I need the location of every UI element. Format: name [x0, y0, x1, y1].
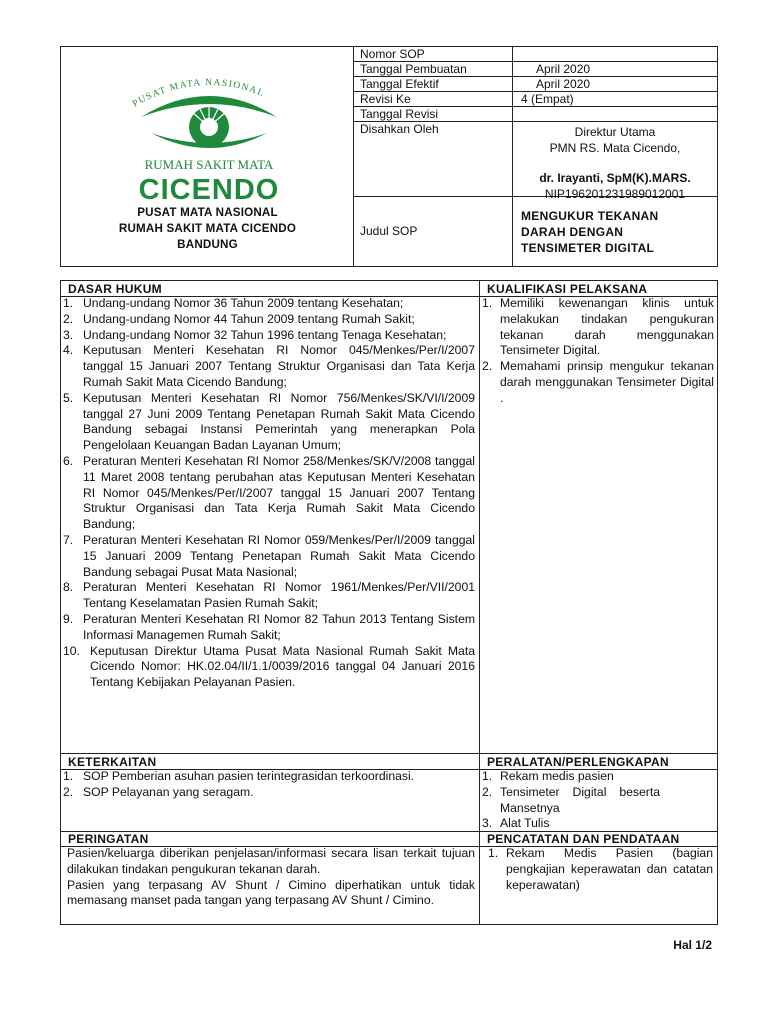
list-item: 2. Memahami prinsip mengukur tekanan darah menggunakan Tensimeter Digital . — [482, 359, 714, 405]
logo-cell — [61, 47, 354, 266]
list-item: 7. Peraturan Menteri Kesehatan RI Nomor 059/Menkes/Per/I/2009 tanggal 15 Januari 2009 Tentang Penetapan Rumah Sakit Mata Cicendo Bandung sebagai Pusat Mata Nasional; — [63, 532, 475, 579]
meta-value — [513, 107, 717, 121]
sop-title-line: DARAH DENGAN — [521, 225, 624, 239]
list-item: 5. Keputusan Menteri Kesehatan RI Nomor 756/Menkes/SK/VI/I/2009 tanggal 27 Juni 2009 Tentang Penetapan Rumah Sakit Mata Cicendo Bandung sebagai Instansi Pemerintah yang menerapkan Pola Pengelolaan Keuangan Badan Layanan Umum; — [63, 390, 475, 453]
sop-title-line: MENGUKUR TEKANAN — [521, 209, 659, 223]
approver-position: Direktur Utama — [574, 125, 656, 139]
organization-name — [61, 205, 354, 253]
meta-value: 4 (Empat) — [521, 92, 574, 106]
meta-label: Tanggal Efektif — [354, 77, 513, 91]
org-line: BANDUNG — [177, 238, 238, 251]
list-item: 9. Peraturan Menteri Kesehatan RI Nomor 82 Tahun 2013 Tentang Sistem Informasi Managemen Rumah Sakit; — [63, 611, 475, 642]
list-item: 6. Peraturan Menteri Kesehatan RI Nomor 258/Menkes/SK/V/2008 tanggal 11 Maret 2008 tentang perubahan atas Keputusan Menteri Kesehatan RI Nomor 045/Menkes/Per/I/2007 tanggal 15 Januari 2007 Tentang Struktur Organisasi dan Tata Kerja Rumah Sakit Mata Cicendo Bandung; — [63, 453, 475, 532]
list-item: 2. Undang-undang Nomor 44 Tahun 2009 tentang Rumah Sakit; — [63, 311, 415, 326]
list-item: 2. Tensimeter Digital beserta Mansetnya — [482, 784, 660, 815]
list-item: 1. Memiliki kewenangan klinis untuk melakukan tindakan pengukuran tekanan darah menggunakan Tensimeter Digital. — [482, 296, 714, 358]
section-title-pencatatan: PENCATATAN DAN PENDATAAN — [487, 832, 680, 846]
meta-row-tanggal-efektif — [354, 77, 717, 92]
keterkaitan-list — [63, 769, 475, 801]
meta-value — [513, 47, 717, 61]
kualifikasi-list — [482, 296, 714, 407]
meta-row-judul-sop — [354, 197, 717, 266]
section-title-kualifikasi: KUALIFIKASI PELAKSANA — [487, 282, 648, 296]
meta-row-disahkan-oleh — [354, 122, 717, 201]
row-divider — [61, 753, 717, 754]
paragraph: Pasien yang terpasang AV Shunt / Cimino diperhatikan untuk tidak memasang manset pada tangan yang terpasang AV Shunt / Cimino. — [67, 877, 475, 908]
column-divider — [479, 281, 480, 924]
section-title-dasar-hukum: DASAR HUKUM — [68, 282, 162, 296]
list-item: 3. Alat Tulis — [482, 816, 550, 831]
list-item: 10. Keputusan Direktur Utama Pusat Mata Nasional Rumah Sakit Mata Cicendo Nomor: HK.02.04/II/1.1/0039/2016 tanggal 04 Januari 2016 Tentang Kebijakan Pelayanan Pasien. — [63, 643, 475, 690]
approver-nip: NIP196201231989012001 — [544, 187, 686, 201]
meta-value: April 2020 — [536, 62, 591, 76]
peringatan-text — [67, 846, 475, 909]
sop-header-table — [60, 46, 718, 267]
meta-value: April 2020 — [536, 77, 591, 91]
approval-block — [513, 122, 717, 201]
logo-line-rumah-sakit: RUMAH SAKIT MATA — [144, 157, 274, 172]
list-item: 4. Keputusan Menteri Kesehatan RI Nomor 045/Menkes/Per/I/2007 tanggal 15 Januari 2007 Tentang Struktur Organisasi dan Tata Kerja Rumah Sakit Mata Cicendo Bandung; — [63, 343, 475, 389]
logo-line-cicendo: CICENDO — [138, 174, 280, 206]
org-line: PUSAT MATA NASIONAL — [137, 206, 278, 219]
meta-label: Tanggal Revisi — [354, 107, 513, 121]
eye-logo-icon — [121, 67, 291, 207]
list-item: 1. SOP Pemberian asuhan pasien terintegrasidan terkoordinasi. — [63, 769, 415, 783]
meta-label: Judul SOP — [354, 197, 513, 266]
sop-body-table — [60, 280, 718, 925]
meta-row-tanggal-revisi — [354, 107, 717, 122]
meta-label: Disahkan Oleh — [354, 122, 513, 196]
approver-institution: PMN RS. Mata Cicendo, — [549, 141, 681, 155]
meta-row-tanggal-pembuatan — [354, 62, 717, 77]
org-line: RUMAH SAKIT MATA CICENDO — [118, 222, 297, 235]
meta-row-nomor-sop — [354, 47, 717, 62]
pencatatan-list — [488, 846, 713, 893]
meta-label: Nomor SOP — [354, 47, 513, 61]
hospital-logo — [121, 67, 291, 207]
list-item: 2. SOP Pelayanan yang seragam. — [63, 784, 254, 799]
logo-arc-text: PUSAT MATA NASIONAL — [131, 77, 266, 110]
list-item: 1. Undang-undang Nomor 36 Tahun 2009 tentang Kesehatan; — [63, 296, 404, 310]
peralatan-list — [482, 769, 714, 832]
approver-name: dr. Irayanti, SpM(K).MARS. — [539, 171, 691, 185]
paragraph: Pasien/keluarga diberikan penjelasan/informasi secara lisan terkait tujuan dilakukan tindakan pengukuran tekanan darah. — [67, 846, 475, 876]
section-title-peralatan: PERALATAN/PERLENGKAPAN — [487, 755, 669, 769]
meta-label: Tanggal Pembuatan — [354, 62, 513, 76]
meta-label: Revisi Ke — [354, 92, 513, 106]
list-item: 1. Rekam medis pasien — [482, 769, 614, 783]
list-item: 8. Peraturan Menteri Kesehatan RI Nomor 1961/Menkes/Per/VII/2001 Tentang Keselamatan Pasien Rumah Sakit; — [63, 580, 475, 611]
dasar-hukum-list — [63, 296, 475, 691]
sop-title-line: TENSIMETER DIGITAL — [521, 241, 655, 255]
list-item: 3. Undang-undang Nomor 32 Tahun 1996 tentang Tenaga Kesehatan; — [63, 327, 447, 342]
meta-row-revisi-ke — [354, 92, 717, 107]
list-item: 1. Rekam Medis Pasien (bagian pengkajian keperawatan dan catatan keperawatan) — [488, 846, 713, 892]
page-number: Hal 1/2 — [673, 938, 712, 952]
section-title-keterkaitan: KETERKAITAN — [68, 755, 157, 769]
section-title-peringatan: PERINGATAN — [68, 832, 149, 846]
sop-title — [513, 197, 717, 266]
